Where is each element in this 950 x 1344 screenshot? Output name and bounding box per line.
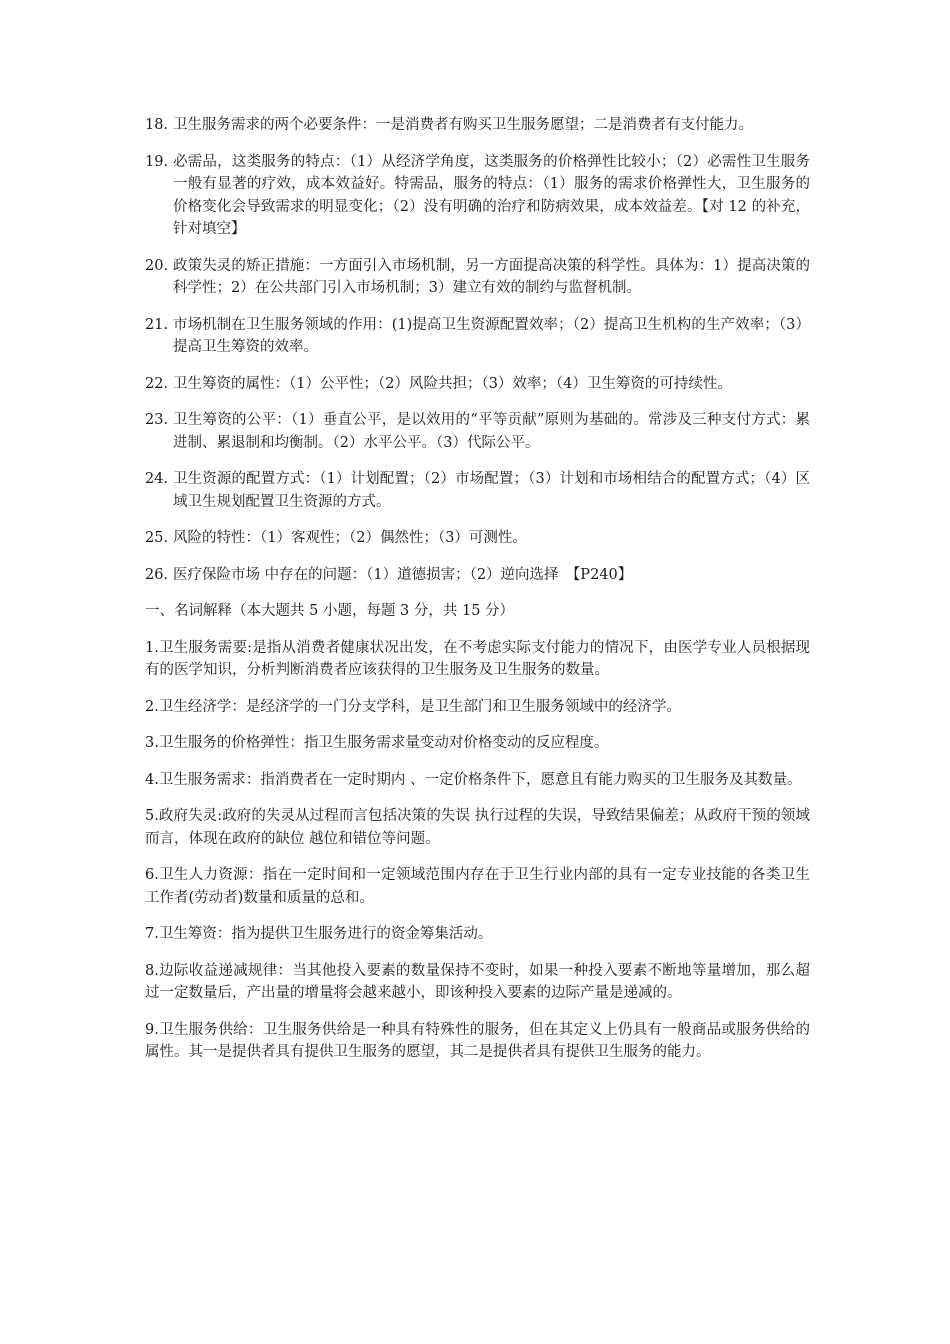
term-definition: 4.卫生服务需求：指消费者在一定时期内 、一定价格条件下，愿意且有能力购买的卫生服务及其数量。	[145, 771, 802, 788]
item-text: 卫生服务需求的两个必要条件：一是消费者有购买卫生服务愿望；二是消费者有支付能力。	[173, 117, 753, 133]
list-item	[145, 114, 810, 137]
item-number: 20.	[145, 257, 169, 274]
item-number: 22.	[145, 375, 169, 392]
term-definition: 6.卫生人力资源：指在一定时间和一定领域范围内存在于卫生行业内部的具有一定专业技能的各类卫生工作者(劳动者)数量和质量的总和。	[145, 867, 810, 906]
term-definition: 8.边际收益递减规律：当其他投入要素的数量保持不变时，如果一种投入要素不断地等量增加，那么超过一定数量后，产出量的增量将会越来越小，即该种投入要素的边际产量是递减的。	[145, 962, 810, 1001]
document-page	[145, 114, 810, 1078]
item-number: 19.	[145, 153, 169, 170]
list-item	[145, 527, 810, 550]
list-item	[145, 373, 810, 396]
list-item	[145, 255, 810, 300]
term-definition: 7.卫生筹资：指为提供卫生服务进行的资金筹集活动。	[145, 926, 493, 942]
list-item	[145, 314, 810, 359]
item-text: 卫生资源的配置方式：（1）计划配置；（2）市场配置；（3）计划和市场相结合的配置方式；（4）区域卫生规划配置卫生资源的方式。	[173, 471, 810, 510]
item-number: 24.	[145, 471, 169, 487]
term-definition: 3.卫生服务的价格弹性：指卫生服务需求量变动对价格变动的反应程度。	[145, 735, 609, 751]
item-number: 25.	[145, 530, 169, 546]
item-number: 18.	[145, 117, 169, 133]
section-heading: 一、名词解释（本大题共 5 小题，每题 3 分，共 15 分）	[145, 603, 515, 619]
item-number: 23.	[145, 412, 169, 428]
list-item	[145, 564, 810, 587]
list-item	[145, 409, 810, 454]
item-text: 必需品，这类服务的特点：（1）从经济学角度，这类服务的价格弹性比较小；（2）必需性卫生服务一般有显著的疗效，成本效益好。特需品，服务的特点：（1）服务的需求价格弹性大，卫生服务的价格变化会导致需求的明显变化；（2）没有明确的治疗和防病效果，成本效益差。【对 12 的补充，针对填空】	[173, 153, 810, 237]
list-item	[145, 151, 810, 241]
term-definition: 5.政府失灵:政府的失灵从过程而言包括决策的失误 执行过程的失误，导致结果偏差；从政府干预的领域而言，体现在政府的缺位 越位和错位等问题。	[145, 808, 810, 847]
item-text: 卫生筹资的属性：（1）公平性；（2）风险共担；（3）效率；（4）卫生筹资的可持续性。	[173, 375, 732, 392]
term-definition: 2.卫生经济学：是经济学的一门分支学科，是卫生部门和卫生服务领域中的经济学。	[145, 698, 681, 715]
term-definition: 1.卫生服务需要:是指从消费者健康状况出发，在不考虑实际支付能力的情况下，由医学专业人员根据现有的医学知识，分析判断消费者应该获得的卫生服务及卫生服务的数量。	[145, 639, 810, 678]
list-item	[145, 468, 810, 513]
term-definition: 9.卫生服务供给：卫生服务供给是一种具有特殊性的服务，但在其定义上仍具有一般商品或服务供给的属性。其一是提供者具有提供卫生服务的愿望，其二是提供者具有提供卫生服务的能力。	[145, 1021, 810, 1060]
item-number: 26.	[145, 566, 169, 583]
item-text: 卫生筹资的公平：（1）垂直公平，是以效用的“平等贡献”原则为基础的。常涉及三种支付方式：累进制、累退制和均衡制。（2）水平公平。（3）代际公平。	[173, 412, 810, 451]
item-text: 医疗保险市场 中存在的问题：（1）道德损害；（2）逆向选择 【P240】	[173, 566, 633, 583]
item-text: 政策失灵的矫正措施：一方面引入市场机制，另一方面提高决策的科学性。具体为：1）提高决策的科学性；2）在公共部门引入市场机制；3）建立有效的制约与监督机制。	[173, 257, 810, 296]
item-text: 市场机制在卫生服务领域的作用：(1)提高卫生资源配置效率；（2）提高卫生机构的生产效率；（3）提高卫生筹资的效率。	[173, 316, 810, 355]
item-text: 风险的特性：（1）客观性；（2）偶然性；（3）可测性。	[173, 530, 527, 546]
item-number: 21.	[145, 316, 169, 333]
